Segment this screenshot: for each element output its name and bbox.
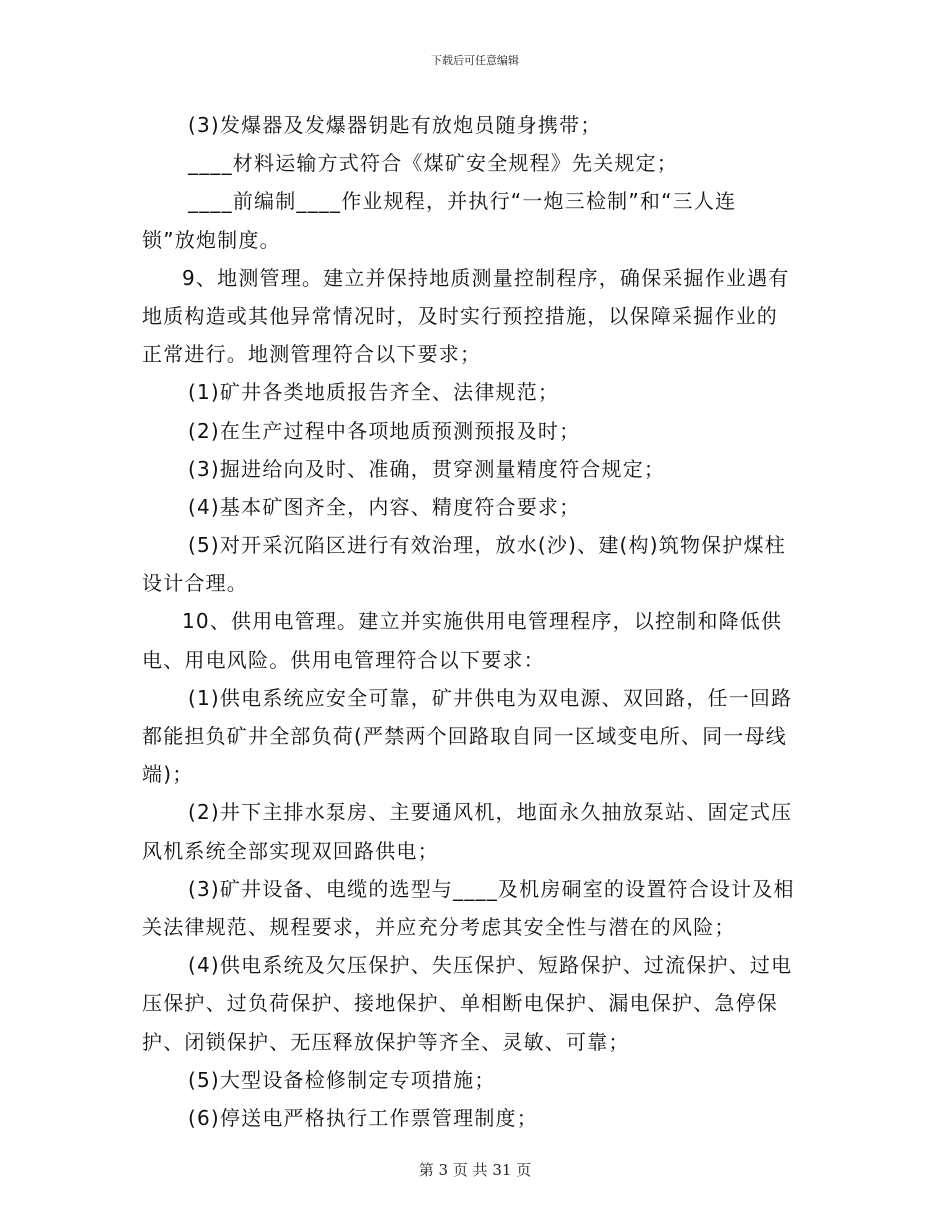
paragraph-line: 地质构造或其他异常情况时，及时实行预控措施，以保障采掘作业的 (142, 303, 778, 328)
paragraph-line: 电、用电风险。供用电管理符合以下要求： (142, 647, 545, 672)
list-item-line: (5)大型设备检修制定专项措施； (188, 1067, 496, 1092)
list-item-line: (1)供电系统应安全可靠，矿井供电为双电源、双回路，任一回路 (188, 685, 793, 710)
page-header: 下载后可任意编辑 (431, 54, 519, 67)
section-heading-line: 9、地测管理。建立并保持地质测量控制程序，确保采掘作业遇有 (182, 265, 790, 290)
paragraph-line: 关法律规范、规程要求，并应充分考虑其安全性与潜在的风险； (142, 914, 736, 939)
list-item-line: (1)矿井各类地质报告齐全、法律规范； (188, 380, 560, 405)
paragraph-line: 都能担负矿井全部负荷(严禁两个回路取自同一区域变电所、同一母线 (142, 724, 788, 748)
paragraph-line: ____前编制____作业规程，并执行“一炮三检制”和“三人连 (188, 189, 737, 214)
paragraph-line: 正常进行。地测管理符合以下要求； (142, 342, 482, 367)
paragraph-line: 端)； (142, 762, 194, 787)
list-item-line: (2)在生产过程中各项地质预测预报及时； (188, 418, 581, 443)
list-item-line: (6)停送电严格执行工作票管理制度； (188, 1105, 538, 1130)
list-item-line: (5)对开采沉陷区进行有效治理，放水(沙)、建(构)筑物保护煤柱 (188, 533, 786, 558)
paragraph-line: (3)发爆器及发爆器钥匙有放炮员随身携带； (188, 113, 602, 137)
page-number-footer: 第 3 页 共 31 页 (418, 1161, 532, 1179)
paragraph-line: 锁”放炮制度。 (142, 227, 281, 252)
paragraph-line: 设计合理。 (142, 571, 248, 596)
list-item-line: (4)供电系统及欠压保护、失压保护、短路保护、过流保护、过电 (188, 953, 793, 978)
paragraph-line: ____材料运输方式符合《煤矿安全规程》先关规定； (188, 151, 678, 176)
list-item-line: (3)掘进给向及时、准确，贯穿测量精度符合规定； (188, 456, 666, 481)
list-item-line: (4)基本矿图齐全，内容、精度符合要求； (188, 494, 581, 519)
list-item-line: (2)井下主排水泵房、主要通风机，地面永久抽放泵站、固定式压 (188, 800, 793, 825)
section-heading-line: 10、供用电管理。建立并实施供用电管理程序，以控制和降低供 (182, 609, 783, 634)
document-body (142, 106, 810, 1137)
paragraph-line: 压保护、过负荷保护、接地保护、单相断电保护、漏电保护、急停保 (142, 991, 778, 1016)
paragraph-line: 护、闭锁保护、无压释放保护等齐全、灵敏、可靠； (142, 1029, 630, 1054)
paragraph-line: 风机系统全部实现双回路供电； (142, 838, 439, 863)
list-item-line: (3)矿井设备、电缆的选型与____及机房硐室的设置符合设计及相 (188, 876, 795, 901)
